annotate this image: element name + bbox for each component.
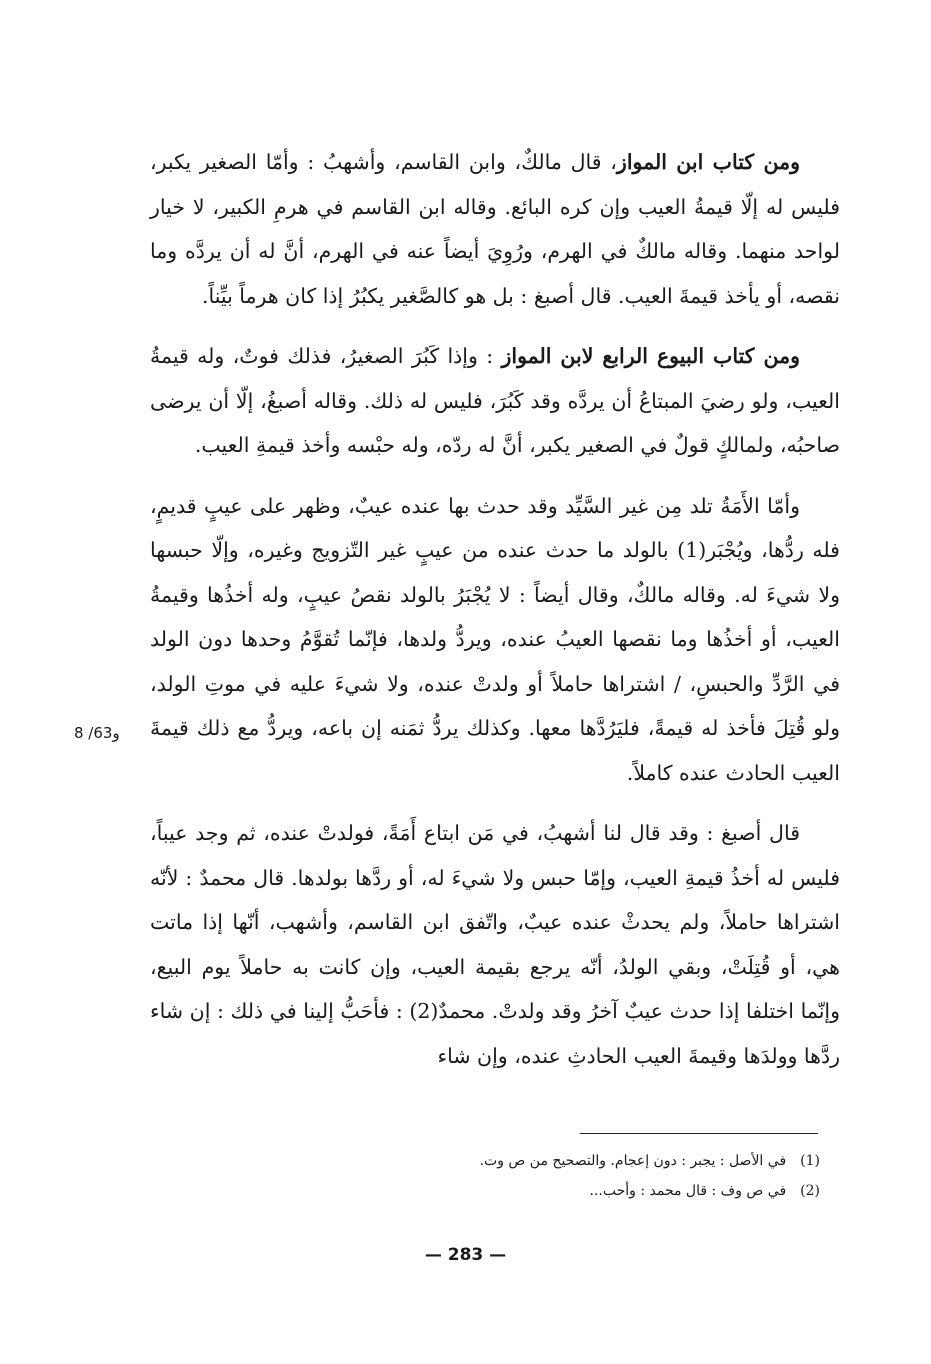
section-title: ومن كتاب البيوع الرابع لابن المواز xyxy=(501,344,801,368)
manuscript-folio-note: 8 /63و xyxy=(74,724,120,742)
paragraph-text: : وإذا كَبُرَ الصغيرُ، فذلك فوتٌ، وله قيمةُ العيب، ولو رضيَ المبتاعُ أن يردَّه وقد كَبُرَ، فليس له ذلك. وقاله أصبغُ، إلّا أن يرضى صاحبُه، ولمالكٍ قولٌ في الصغير يكبر، أنَّ له ردّه، وله حبْسه وأخذ قيمةِ العيب. xyxy=(150,344,840,457)
footnote-number: (2) xyxy=(800,1183,820,1199)
page-number: — 283 — xyxy=(424,1245,507,1265)
paragraph-3 xyxy=(150,484,840,796)
footnote-1 xyxy=(300,1146,820,1176)
paragraph-text: قال أصبغ : وقد قال لنا أشهبُ، في مَن ابتاع أَمَةً، فولدتْ عنده، ثم وجد عيباً، فليس له أخذُ قيمةِ العيب، وإمّا حبس ولا شيءَ له، أو ردَّها بولدها. قال محمدٌ : لأنّه اشتراها حاملاً، ولم يحدثْ عنده عيبٌ، واتّفق ابن القاسم، وأشهب، أنّها إذا ماتت هي، أو قُتِلَتْ، وبقي الولدُ، أنّه يرجع بقيمة العيب، وإن كانت به حاملاً يوم البيع، وإنّما اختلفا إذا حدث عيبٌ آخرُ وقد ولدتْ. محمدٌ(2) : فأحَبُّ إلينا في ذلك : إن شاء ردَّها وولدَها وقيمةَ العيب الحادثِ عنده، وإن شاء xyxy=(150,821,840,1068)
section-title: ومن كتاب ابن المواز xyxy=(616,150,801,174)
paragraph-text: ، قال مالكٌ، وابن القاسم، وأشهبُ : وأمّا الصغير يكبر، فليس له إلّا قيمةُ العيب وإن كره البائع. وقاله ابن القاسم في هرمِ الكبير، لا خيار لواحد منهما. وقاله مالكٌ في الهرم، ورُوِيَ أيضاً عنه في الهرم، أنَّ له أن يردَّه وما نقصه، أو يأخذ قيمةَ العيب. قال أصبغ : بل هو كالصَّغير يكبُرُ إذا كان هرماً بيِّناً. xyxy=(150,150,840,308)
footnote-2 xyxy=(300,1176,820,1206)
footnotes xyxy=(300,1146,820,1206)
footnote-text: في الأصل : يجبر : دون إعجام. والتصحيح من ص وت. xyxy=(479,1153,787,1169)
paragraph-text: وأمّا الأَمَةُ تلد مِن غير السَّيِّد وقد حدث بها عنده عيبٌ، وظهر على عيبٍ قديمٍ، فله ردُّها، ويُجْبَر(1) بالولد ما حدث عنده من عيبٍ غير التّزويج وغيره، وإلّا حبسها ولا شيءَ له. وقاله مالكٌ، وقال أيضاً : لا يُجْبَرُ بالولد نقصُ عيبٍ، وله أخذُها وقيمةُ العيب، أو أخذُها وما نقصها العيبُ عنده، ويردُّ ولدها، فإنّما تُقوَّمُ وحدها دون الولد في الرَّدِّ والحبسِ، / اشتراها حاملاً أو ولدتْ عنده، ولا شيءَ عليه في موتِ الولد، ولو قُتِلَ فأخذ له قيمةً، فليَرُدَّها معها. وكذلك يردُّ ثمَنه إن باعه، ويردُّ مع ذلك قيمةَ العيب الحادث عنده كاملاً. xyxy=(150,493,840,785)
footnote-text: في ص وف : قال محمد : وأحب... xyxy=(589,1183,787,1199)
footnote-number: (1) xyxy=(800,1153,820,1169)
footnote-divider xyxy=(580,1133,818,1134)
paragraph-2 xyxy=(150,334,840,468)
paragraph-1 xyxy=(150,140,840,318)
paragraph-4 xyxy=(150,811,840,1078)
main-text xyxy=(150,140,840,1094)
